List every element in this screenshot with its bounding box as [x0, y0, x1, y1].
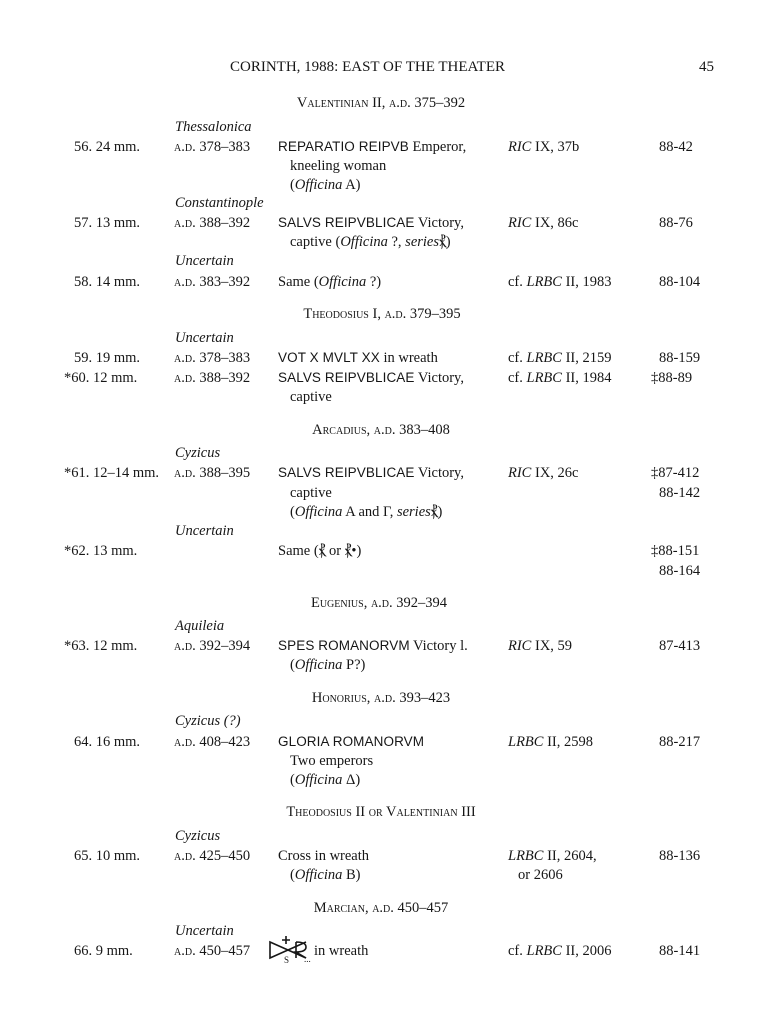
inventory-number: 88-142	[659, 485, 701, 501]
catalog-number: *61. 12–14 mm.	[64, 465, 160, 481]
inventory-number: 88-136	[659, 848, 701, 864]
catalog-number: 64. 16 mm.	[74, 734, 141, 750]
date-range: a.d. 388–392	[174, 370, 251, 386]
description: in wreath	[314, 943, 369, 959]
mint-name: Constantinople	[175, 195, 264, 211]
inventory-number: 88-42	[659, 139, 693, 155]
marcian-monogram-icon	[266, 933, 316, 963]
reference: RIC IX, 37b	[508, 139, 580, 155]
inventory-number: 88-164	[659, 563, 701, 579]
section-heading: Honorius, a.d. 393–423	[311, 690, 451, 706]
mint-name: Uncertain	[175, 523, 234, 539]
date-range: a.d. 383–392	[174, 274, 251, 290]
description: captive	[290, 485, 332, 501]
date-range: a.d. 392–394	[174, 638, 251, 654]
section-heading: Valentinian II, a.d. 375–392	[296, 95, 466, 111]
reference: LRBC II, 2598	[508, 734, 593, 750]
date-range: a.d. 388–395	[174, 465, 251, 481]
date-range: a.d. 425–450	[174, 848, 251, 864]
date-range: a.d. 378–383	[174, 139, 251, 155]
svg-text:S: S	[284, 955, 290, 963]
mint-name: Uncertain	[175, 330, 234, 346]
catalog-number: 58. 14 mm.	[74, 274, 141, 290]
date-range: a.d. 408–423	[174, 734, 251, 750]
section-heading: Eugenius, a.d. 392–394	[310, 595, 448, 611]
legend: GLORIA ROMANORVM	[278, 734, 425, 749]
description: SALVS REIPVBLICAE Victory,	[278, 370, 464, 386]
description: SALVS REIPVBLICAE Victory,	[278, 465, 464, 481]
description: (Officina A and Γ, series⳩)	[290, 504, 443, 520]
description: SALVS REIPVBLICAE Victory,	[278, 215, 464, 231]
page-number: 45	[699, 59, 714, 75]
description: VOT X MVLT XX in wreath	[278, 350, 438, 366]
inventory-number: 88-217	[659, 734, 701, 750]
mint-name: Aquileia	[175, 618, 225, 634]
mint-name: Cyzicus	[175, 445, 221, 461]
inventory-number: 88-141	[659, 943, 701, 959]
description: kneeling woman	[290, 158, 387, 174]
legend: SALVS REIPVBLICAE	[278, 465, 415, 480]
legend: VOT X MVLT XX	[278, 350, 380, 365]
mint-name: Cyzicus (?)	[175, 713, 241, 729]
description: (Officina A)	[290, 177, 361, 193]
catalog-number: 59. 19 mm.	[74, 350, 141, 366]
inventory-number: 88-104	[659, 274, 701, 290]
date-range: a.d. 450–457	[174, 943, 251, 959]
catalog-number: *60. 12 mm.	[64, 370, 138, 386]
inventory-number: 87-413	[659, 638, 701, 654]
description: SPES ROMANORVM Victory l.	[278, 638, 468, 654]
running-title: CORINTH, 1988: EAST OF THE THEATER	[230, 59, 506, 75]
christogram-icon: ⳩)	[439, 234, 451, 250]
catalog-number: *63. 12 mm.	[64, 638, 138, 654]
inventory-number: ‡88-89	[651, 370, 693, 386]
description: captive (Officina ?, series⳩)	[290, 234, 451, 250]
catalog-number: 57. 13 mm.	[74, 215, 141, 231]
mint-name: Cyzicus	[175, 828, 221, 844]
reference: cf. LRBC II, 2006	[508, 943, 612, 959]
reference: or 2606	[518, 867, 563, 883]
description: (Officina B)	[290, 867, 361, 883]
legend: SALVS REIPVBLICAE	[278, 370, 415, 385]
catalog-number: 66. 9 mm.	[74, 943, 133, 959]
description: Same (⳩ or ⳩•)	[278, 543, 362, 559]
legend: SPES ROMANORVM	[278, 638, 410, 653]
reference: RIC IX, 86c	[508, 215, 579, 231]
catalog-number: 65. 10 mm.	[74, 848, 141, 864]
section-heading: Arcadius, a.d. 383–408	[312, 422, 450, 438]
mint-name: Uncertain	[175, 253, 234, 269]
catalog-number: *62. 13 mm.	[64, 543, 138, 559]
reference: LRBC II, 2604,	[508, 848, 597, 864]
date-range: a.d. 388–392	[174, 215, 251, 231]
section-heading: Marcian, a.d. 450–457	[313, 900, 449, 916]
inventory-number: ‡88-151	[651, 543, 700, 559]
mint-name: Thessalonica	[175, 119, 252, 135]
description: (Officina P?)	[290, 657, 366, 673]
svg-text:...: ...	[304, 954, 311, 963]
reference: cf. LRBC II, 1984	[508, 370, 612, 386]
christogram-icon: ⳩)	[430, 504, 443, 520]
description: captive	[290, 389, 332, 405]
description: REPARATIO REIPVB Emperor,	[278, 139, 467, 155]
description: (Officina Δ)	[290, 772, 361, 788]
inventory-number: 88-159	[659, 350, 701, 366]
legend: SALVS REIPVBLICAE	[278, 215, 415, 230]
reference: RIC IX, 59	[508, 638, 573, 654]
legend: REPARATIO REIPVB	[278, 139, 409, 154]
description: Same (Officina ?)	[278, 274, 382, 290]
section-heading: Theodosius II or Valentinian III	[286, 804, 476, 820]
inventory-number: ‡87-412	[651, 465, 700, 481]
reference: cf. LRBC II, 1983	[508, 274, 612, 290]
date-range: a.d. 378–383	[174, 350, 251, 366]
reference: RIC IX, 26c	[508, 465, 579, 481]
reference: cf. LRBC II, 2159	[508, 350, 612, 366]
section-heading: Theodosius I, a.d. 379–395	[303, 306, 461, 322]
description: Two emperors	[290, 753, 374, 769]
catalog-number: 56. 24 mm.	[74, 139, 141, 155]
inventory-number: 88-76	[659, 215, 693, 231]
description: Cross in wreath	[278, 848, 370, 864]
mint-name: Uncertain	[175, 923, 234, 939]
